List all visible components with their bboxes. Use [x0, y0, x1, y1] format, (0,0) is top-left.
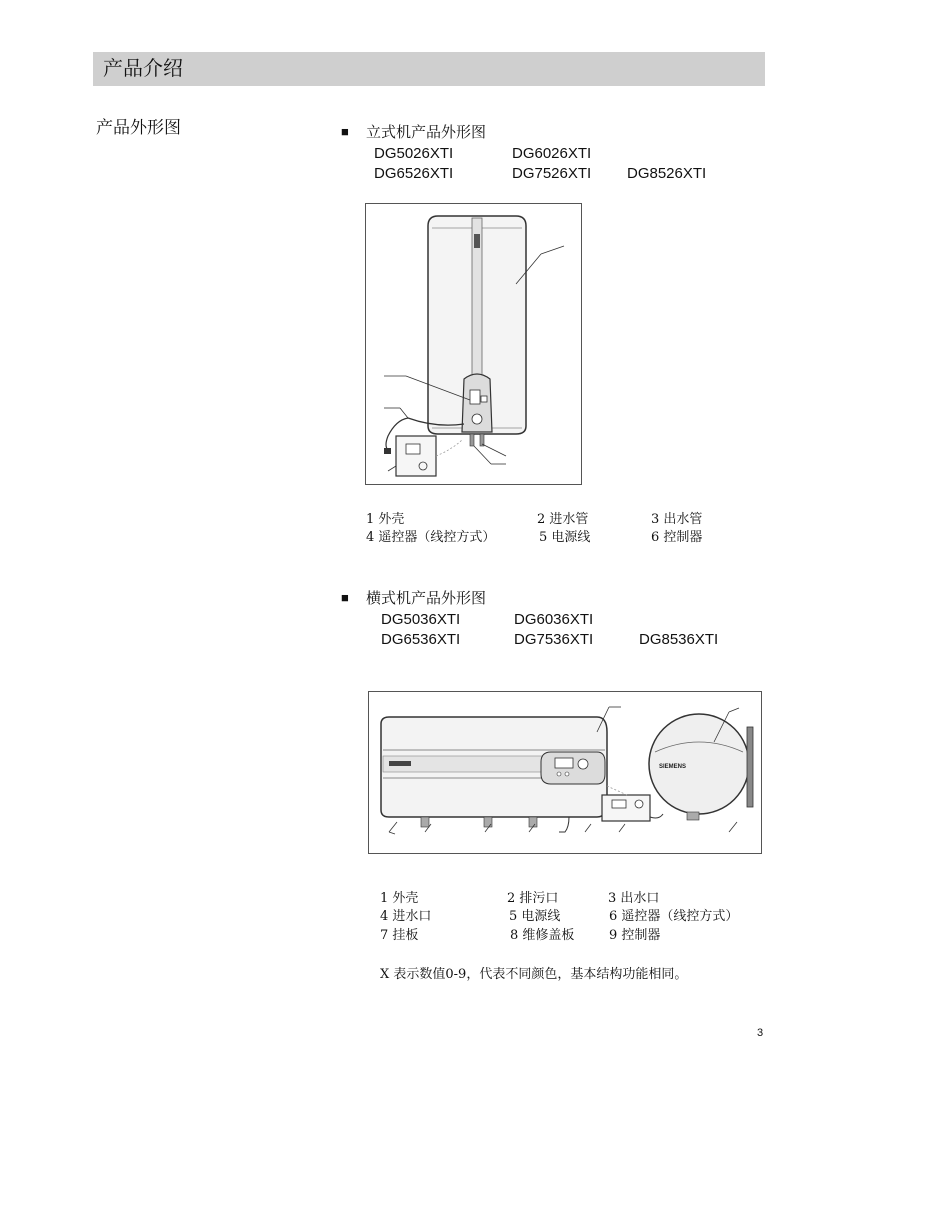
legend-item: 3 出水口	[608, 891, 660, 906]
vertical-heater-drawing	[366, 204, 581, 484]
horizontal-heater-drawing	[369, 692, 761, 853]
legend-item: 5 电源线	[539, 530, 591, 545]
model-label: DG6026XTI	[512, 145, 592, 162]
model-label: DG5026XTI	[374, 145, 454, 162]
legend-item: 9 控制器	[609, 928, 661, 943]
color-note: X 表示数值0-9，代表不同颜色，基本结构功能相同。	[380, 967, 688, 982]
legend-item: 7 挂板	[380, 928, 419, 943]
model-label: DG8536XTI	[639, 631, 719, 648]
page-number: 3	[757, 1027, 764, 1039]
legend-item: 8 维修盖板	[510, 928, 575, 943]
sidebar-title: 产品外形图	[96, 118, 181, 137]
legend-item: 3 出水管	[651, 512, 703, 527]
legend-item: 4 遥控器（线控方式）	[366, 530, 496, 545]
model-label: DG8526XTI	[627, 165, 707, 182]
section-header-bar	[93, 52, 765, 86]
bullet-square-icon: ■	[341, 590, 349, 605]
model-label: DG6536XTI	[381, 631, 461, 648]
section-title: 产品介绍	[103, 58, 183, 80]
legend-item: 6 控制器	[651, 530, 703, 545]
model-label: DG7526XTI	[512, 165, 592, 182]
model-label: DG6036XTI	[514, 611, 594, 628]
legend-item: 2 进水管	[537, 512, 589, 527]
model-label: DG6526XTI	[374, 165, 454, 182]
legend-item: 4 进水口	[380, 909, 432, 924]
legend-item: 1 外壳	[380, 891, 419, 906]
legend-item: 1 外壳	[366, 512, 405, 527]
horizontal-heater-figure	[368, 691, 762, 854]
vertical-heater-figure	[365, 203, 582, 485]
model-label: DG5036XTI	[381, 611, 461, 628]
legend-item: 5 电源线	[509, 909, 561, 924]
horizontal-section-title: 横式机产品外形图	[366, 590, 487, 607]
vertical-section-title: 立式机产品外形图	[366, 124, 487, 141]
model-label: DG7536XTI	[514, 631, 594, 648]
bullet-square-icon: ■	[341, 124, 349, 139]
legend-item: 6 遥控器（线控方式）	[609, 909, 739, 924]
legend-item: 2 排污口	[507, 891, 559, 906]
brand-logo-text: SIEMENS	[659, 764, 687, 770]
